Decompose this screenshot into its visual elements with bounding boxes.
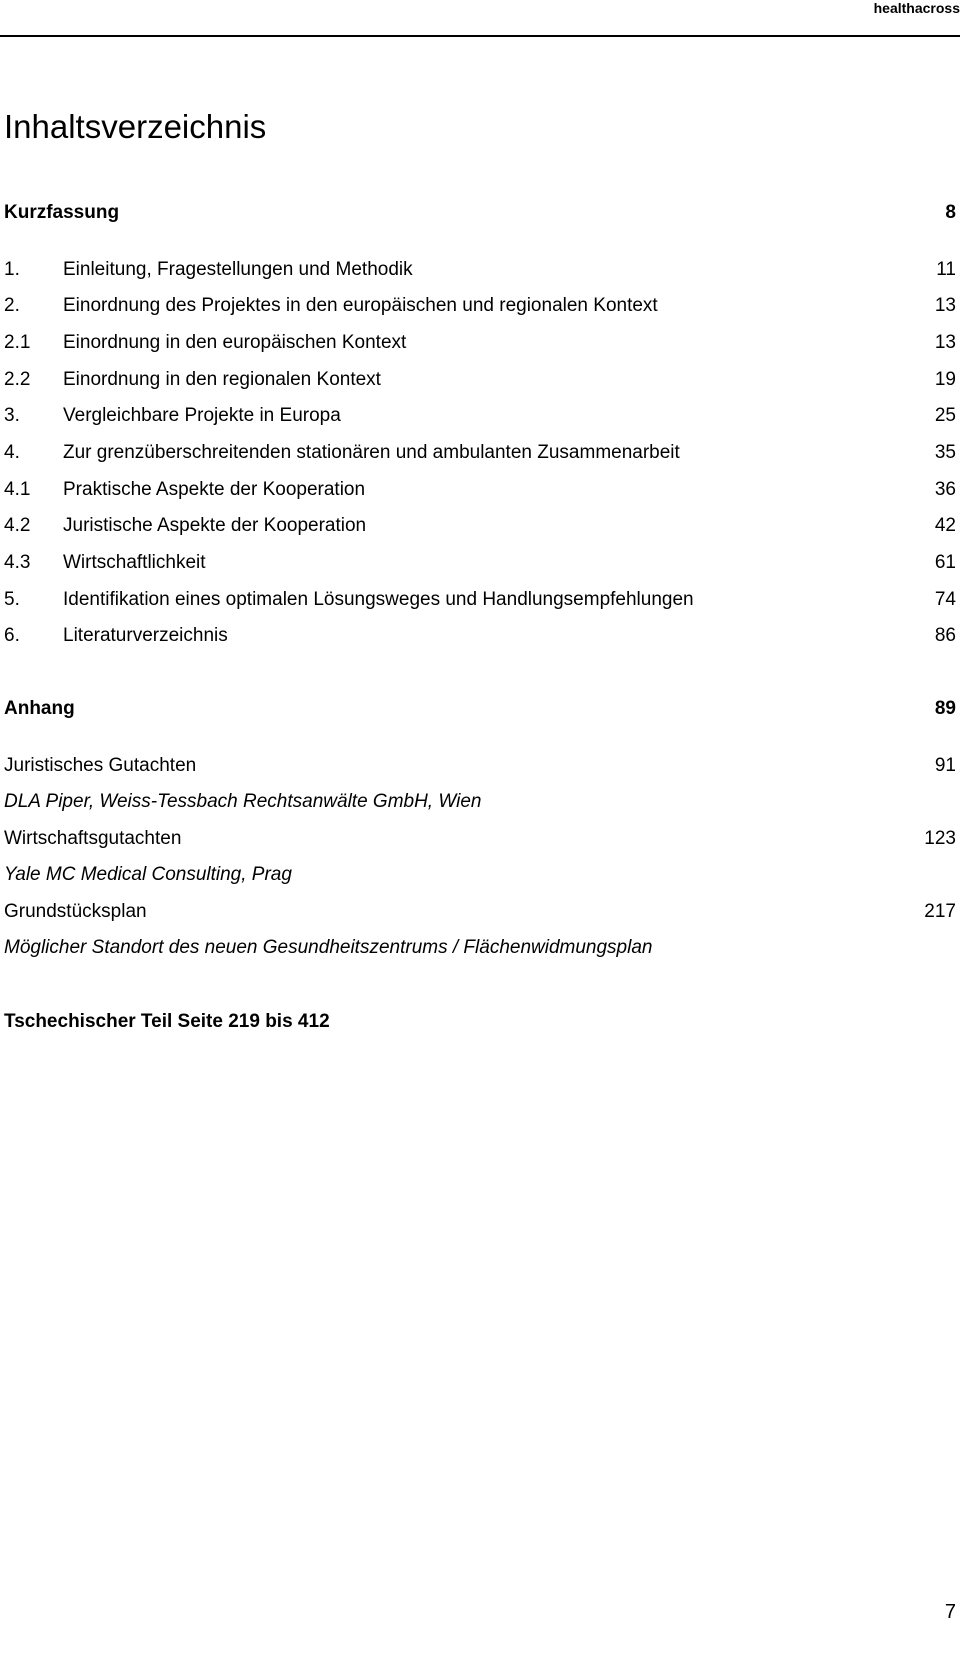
toc-entry-page: 74 — [934, 589, 956, 610]
toc-entry-page: 13 — [934, 332, 956, 353]
toc-entry-appendix[interactable] — [4, 696, 956, 722]
toc-entry-title: Einordnung in den regionalen Kontext — [63, 369, 381, 390]
toc-entry-chapter-2-1[interactable] — [4, 330, 956, 356]
header-rule — [0, 35, 960, 37]
page-number: 7 — [944, 1601, 956, 1623]
toc-entry-number: 4.2 — [4, 515, 31, 536]
toc-entry-number: 2.1 — [4, 332, 31, 353]
toc-entry-title: Tschechischer Teil Seite 219 bis 412 — [4, 1011, 330, 1032]
toc-entry-title: Grundstücksplan — [4, 901, 147, 922]
toc-entry-chapter-3[interactable] — [4, 403, 956, 429]
toc-entry-title: Anhang — [4, 698, 75, 719]
toc-entry-page: 36 — [934, 479, 956, 500]
toc-entry-number: 5. — [4, 589, 20, 610]
toc-entry-title: Zur grenzüberschreitenden stationären und ambulanten Zusammenarbeit — [63, 442, 680, 463]
toc-entry-chapter-4[interactable] — [4, 440, 956, 466]
toc-entry-number: 4.3 — [4, 552, 31, 573]
toc-entry-number: 2. — [4, 295, 20, 316]
toc-entry-economic-opinion-author — [4, 862, 956, 888]
toc-entry-chapter-2[interactable] — [4, 293, 956, 319]
toc-entry-number: 4.1 — [4, 479, 31, 500]
toc-entry-title: Kurzfassung — [4, 202, 120, 223]
toc-entry-chapter-4-2[interactable] — [4, 513, 956, 539]
toc-entry-number: 4. — [4, 442, 20, 463]
toc-entry-page: 217 — [924, 901, 956, 922]
toc-entry-subtitle: Yale MC Medical Consulting, Prag — [4, 864, 292, 885]
toc-entry-title: Wirtschaftlichkeit — [63, 552, 206, 573]
toc-entry-legal-opinion-author — [4, 789, 956, 815]
toc-entry-page: 61 — [934, 552, 956, 573]
toc-entry-chapter-6[interactable] — [4, 623, 956, 649]
toc-entry-site-plan[interactable] — [4, 899, 956, 925]
toc-entry-page: 8 — [945, 202, 956, 223]
toc-entry-page: 42 — [934, 515, 956, 536]
toc-entry-title: Juristisches Gutachten — [4, 755, 197, 776]
toc-entry-page: 123 — [924, 828, 956, 849]
toc-entry-site-plan-description — [4, 935, 956, 961]
toc-entry-title: Wirtschaftsgutachten — [4, 828, 182, 849]
header-brand: healthacross — [873, 0, 960, 16]
toc-entry-czech-part[interactable] — [4, 1009, 956, 1035]
toc-entry-chapter-1[interactable] — [4, 257, 956, 283]
toc-entry-subtitle: Möglicher Standort des neuen Gesundheitszentrums / Flächenwidmungsplan — [4, 937, 653, 958]
toc-entry-number: 1. — [4, 259, 20, 280]
toc-entry-title: Einleitung, Fragestellungen und Methodik — [63, 259, 413, 280]
toc-entry-chapter-2-2[interactable] — [4, 367, 956, 393]
toc-entry-title: Identifikation eines optimalen Lösungsweges und Handlungsempfehlungen — [63, 589, 694, 610]
toc-entry-number: 6. — [4, 625, 20, 646]
toc-entry-page: 11 — [936, 259, 956, 280]
toc-entry-summary[interactable] — [4, 200, 956, 226]
toc-entry-legal-opinion[interactable] — [4, 753, 956, 779]
toc-entry-title: Einordnung in den europäischen Kontext — [63, 332, 407, 353]
toc-entry-page: 13 — [934, 295, 956, 316]
toc-entry-page: 25 — [934, 405, 956, 426]
toc-entry-chapter-5[interactable] — [4, 587, 956, 613]
toc-entry-page: 35 — [934, 442, 956, 463]
toc-entry-page: 91 — [934, 755, 956, 776]
toc-entry-title: Literaturverzeichnis — [63, 625, 228, 646]
toc-entry-economic-opinion[interactable] — [4, 826, 956, 852]
toc-entry-title: Praktische Aspekte der Kooperation — [63, 479, 366, 500]
toc-entry-page: 89 — [934, 698, 956, 719]
toc-entry-page: 86 — [934, 625, 956, 646]
toc-entry-title: Einordnung des Projektes in den europäischen und regionalen Kontext — [63, 295, 658, 316]
toc-entry-title: Vergleichbare Projekte in Europa — [63, 405, 341, 426]
toc-entry-chapter-4-1[interactable] — [4, 477, 956, 503]
toc-entry-page: 19 — [934, 369, 956, 390]
page-title: Inhaltsverzeichnis — [4, 108, 267, 145]
toc-entry-title: Juristische Aspekte der Kooperation — [63, 515, 367, 536]
toc-entry-number: 3. — [4, 405, 20, 426]
toc-entry-number: 2.2 — [4, 369, 31, 390]
toc-entry-chapter-4-3[interactable] — [4, 550, 956, 576]
toc-entry-subtitle: DLA Piper, Weiss-Tessbach Rechtsanwälte GmbH, Wien — [4, 791, 482, 812]
